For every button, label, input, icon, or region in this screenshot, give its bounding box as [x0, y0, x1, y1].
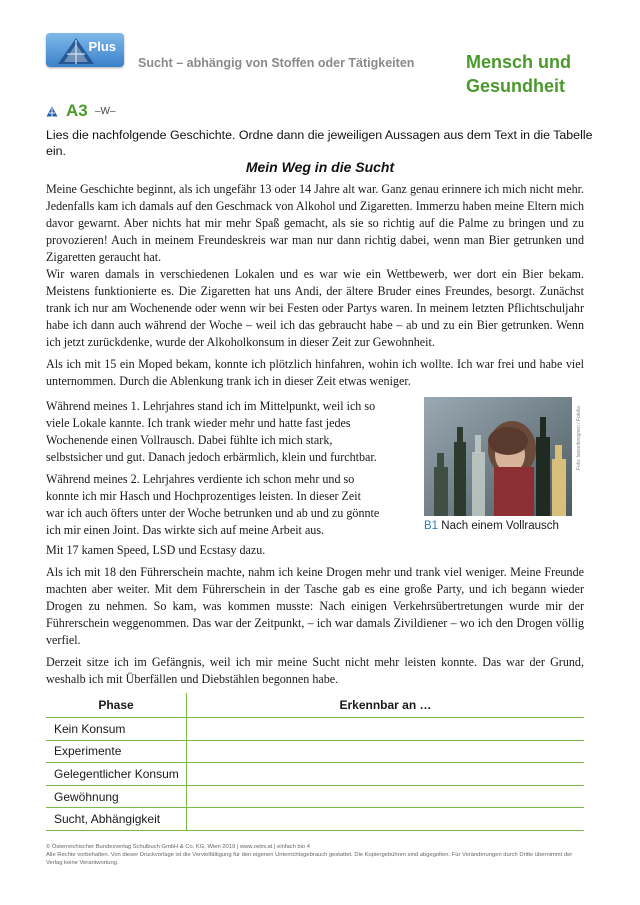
story-paragraph: Während meines 2. Lehrjahres verdiente ich schon mehr und so konnte ich mir Hasch und Hochprozentiges leisten. In dieser Zeit war ich auch öfters unter der Woche betrunken und ab und zu gönnte ich mir einen Joint. Das wirkte sich auf meine Arbeit aus.: [46, 472, 380, 537]
table-row: [46, 763, 584, 786]
story-paragraph: Als ich mit 18 den Führerschein machte, nahm ich keine Drogen mehr und trank viel weniger. Meine Freunde machten aber weiter. Mit dem Führerschein in der Tasche gab es eine große Party, und ich begann wieder Drogen zu nehmen. So kam, was kommen musste: Nach einigen Verkehrsübertretungen wurde mir der Führerschein weggenommen. Das war der Zeitpunkt, – ich war damals Zivildiener – wo ich den Drogen völlig verfiel.: [46, 565, 584, 647]
phase-cell: Sucht, Abhängigkeit: [46, 808, 187, 831]
figure-label: B1: [424, 520, 439, 532]
story-text-top: [46, 181, 584, 390]
answer-cell[interactable]: [187, 763, 585, 786]
answer-cell[interactable]: [187, 808, 585, 831]
table-row: [46, 808, 584, 831]
logo: [46, 33, 124, 67]
phase-cell: Gelegentlicher Konsum: [46, 763, 187, 786]
story-paragraph: Wir waren damals in verschiedenen Lokalen und es war wie ein Wettbewerb, wer dort ein Bier bekam. Meistens funktionierte es. Die Zigaretten hat uns Andi, der ältere Bruder eines Freundes, besorgt. Zunächst trank ich nur am Wochenende oder wenn wir bei Festen oder Partys waren. In meinem letzten Pflichtschuljahr habe ich dann auch während der Woche – weil ich das gebraucht habe – ab und zu ein Bier getrunken. Wenn ich jetzt zurückdenke, wurde der Alkoholkonsum in dieser Zeit zur Gewohnheit.: [46, 267, 584, 349]
topic-title: Sucht – abhängig von Stoffen oder Tätigkeiten: [138, 56, 415, 70]
phase-cell: Kein Konsum: [46, 718, 187, 741]
table-row: [46, 718, 584, 741]
answer-cell[interactable]: [187, 785, 585, 808]
story-paragraph: Als ich mit 15 ein Moped bekam, konnte ich plötzlich hinfahren, wohin ich wollte. Ich war frei und habe viel unternommen. Durch die Ablenkung trank ich in dieser Zeit etwas weniger.: [46, 357, 584, 388]
story-paragraph: Derzeit sitze ich im Gefängnis, weil ich mir meine Sucht nicht mehr leisten konnte. Das war der Grund, weshalb ich mit Überfällen und Diebstählen begonnen habe.: [46, 655, 584, 686]
triangle-icon: [46, 106, 58, 117]
footer-copyright: © Österreichischer Bundesverlag Schulbuch GmbH & Co. KG, Wien 2019 | www.oebv.at | einfach bio 4: [46, 844, 310, 850]
phase-cell: Experimente: [46, 740, 187, 763]
footer: [46, 843, 586, 867]
figure-caption-text: Nach einem Vollrausch: [441, 520, 559, 532]
answer-cell[interactable]: [187, 740, 585, 763]
photo-credit: Foto: lassedesignen / Fotolia: [576, 406, 582, 470]
answer-cell[interactable]: [187, 718, 585, 741]
figure-caption: [424, 520, 559, 532]
subject-title: Mensch und Gesundheit: [466, 52, 572, 96]
column-header-phase: Phase: [46, 693, 187, 718]
table-row: [46, 785, 584, 808]
table-row: [46, 740, 584, 763]
story-paragraph: Mit 17 kamen Speed, LSD und Ecstasy dazu.: [46, 543, 266, 557]
footer-rights: Alle Rechte vorbehalten. Von dieser Druckvorlage ist die Vervielfältigung für den eigenen Unterrichtsgebrauch gestattet. Die Kopiergebühren sind abgegolten. Für Veränderungen durch Dritte übernimmt der Verlag keine Verantwortung.: [46, 852, 573, 866]
story-text-bottom: [46, 542, 584, 688]
phase-cell: Gewöhnung: [46, 785, 187, 808]
photo-after-binge: [424, 397, 572, 516]
story-title: Mein Weg in die Sucht: [245, 159, 395, 175]
story-text-side: [46, 398, 382, 539]
logo-text: Plus: [88, 39, 116, 54]
column-header-erkennbar: Erkennbar an …: [187, 693, 585, 718]
phase-table: [46, 693, 584, 831]
story-paragraph: Während meines 1. Lehrjahres stand ich im Mittelpunkt, weil ich so viele Lokale kannte. Ich trank wieder mehr und hatte fast jedes Wochenende einen Vollrausch. Dabei fühlte ich mich stark, selbstsicher und gut. Danach jedoch erbärmlich, klein und furchtbar.: [46, 399, 377, 464]
task-instruction: Lies die nachfolgende Geschichte. Ordne dann die jeweiligen Aussagen aus dem Text in die Tabelle ein.: [46, 128, 593, 158]
story-paragraph: Meine Geschichte beginnt, als ich ungefähr 13 oder 14 Jahre alt war. Ganz genau erinnere ich mich nicht mehr. Jedenfalls kam ich damals auf den Geschmack von Alkohol und Zigaretten. Immerzu haben meine Eltern mich davor gewarnt. Aber nichts hat mir mehr Spaß gemacht, als sie so richtig auf die Palme zu bringen und zu provozieren! Auch in meinem Freundeskreis war man nur dann richtig dabei, wenn man Bier getrunken und Zigaretten geraucht hat.: [46, 182, 584, 264]
task-code: –W–: [95, 106, 116, 117]
task-number: A3: [66, 101, 88, 120]
